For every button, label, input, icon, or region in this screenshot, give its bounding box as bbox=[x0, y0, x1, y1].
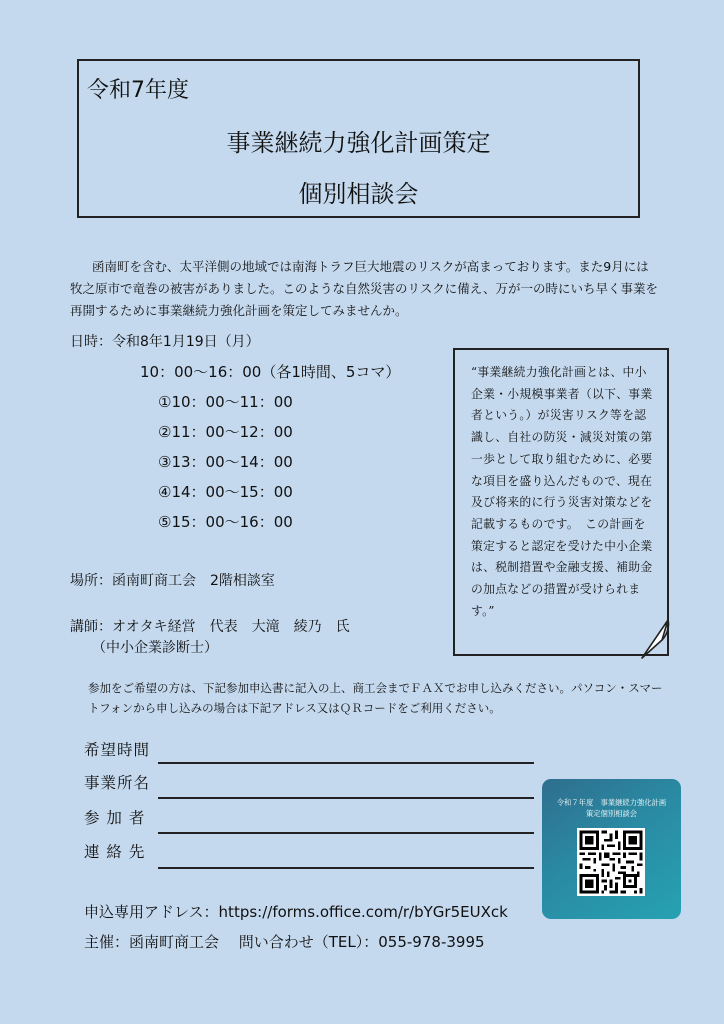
application-url[interactable]: 申込専用アドレス：https://forms.office.com/r/bYGr5EUXck bbox=[84, 903, 508, 921]
fiscal-year: 令和7年度 bbox=[87, 78, 189, 103]
time-slot-5: ⑤15：00～16：00 bbox=[158, 513, 293, 531]
qr-card-title-line2: 策定個別相談会 bbox=[585, 809, 638, 818]
page-subtitle: 個別相談会 bbox=[298, 180, 419, 208]
form-label-company: 事業所名 bbox=[84, 774, 151, 792]
lecturer-qualification: （中小企業診断士） bbox=[92, 640, 218, 656]
time-slot-2: ②11：00～12：00 bbox=[158, 423, 293, 441]
title-box bbox=[77, 59, 640, 218]
form-field-time[interactable] bbox=[158, 762, 534, 764]
qr-card-title-line1: 令和７年度 事業継続力強化計画 bbox=[556, 798, 667, 807]
event-date: 日時：令和8年1月19日（月） bbox=[70, 334, 260, 350]
application-notice: 参加をご希望の方は、下記参加申込書に記入の上、商工会までＦＡＸでお申し込みください。パソコン・スマートフォンから申し込みの場合は下記アドレス又はＱＲコードをご利用ください。 bbox=[88, 681, 663, 715]
definition-text: “事業継続力強化計画とは、中小企業・小規模事業者（以下、事業者という。）が災害リスク等を認識し、自社の防災・減災対策の第一歩として取り組むために、必要な項目を盛り込んだもので、現在及び将来的に行う災害対策などを記載するものです。 この計画を策定すると認定を受けた中小企業は、税制措置や金融支援、補助金の加点などの措置が受けられます。” bbox=[471, 365, 653, 618]
intro-paragraph: 函南町を含む、太平洋側の地域では南海トラフ巨大地震のリスクが高まっております。また9月には牧之原市で竜巻の被害がありました。このような自然災害のリスクに備え、万が一の時にいち早く事業を再開するために事業継続力強化計画を策定してみませんか。 bbox=[70, 259, 659, 318]
time-slot-3: ③13：00～14：00 bbox=[158, 453, 293, 471]
form-field-participant[interactable] bbox=[158, 832, 534, 834]
event-time: 10：00～16：00（各1時間、5コマ） bbox=[140, 363, 401, 381]
form-label-contact: 連 絡 先 bbox=[84, 843, 146, 861]
qr-card-title bbox=[542, 797, 681, 819]
form-label-time: 希望時間 bbox=[84, 741, 151, 759]
form-field-contact[interactable] bbox=[158, 867, 534, 869]
organizer-contact: 主催：函南町商工会 問い合わせ（TEL）：055-978-3995 bbox=[84, 933, 485, 951]
page-curl-icon bbox=[640, 618, 674, 660]
qr-card[interactable] bbox=[542, 779, 681, 919]
form-field-company[interactable] bbox=[158, 797, 534, 799]
time-slot-4: ④14：00～15：00 bbox=[158, 483, 293, 501]
time-slot-1: ①10：00～11：00 bbox=[158, 393, 293, 411]
lecturer: 講師：オオタキ経営 代表 大滝 綾乃 氏 bbox=[70, 619, 350, 635]
venue: 場所：函南町商工会 2階相談室 bbox=[70, 573, 275, 589]
definition-box bbox=[453, 348, 669, 656]
qr-code-icon[interactable] bbox=[577, 828, 645, 896]
page-title: 事業継続力強化計画策定 bbox=[226, 129, 491, 157]
form-label-participant: 参 加 者 bbox=[84, 809, 146, 827]
